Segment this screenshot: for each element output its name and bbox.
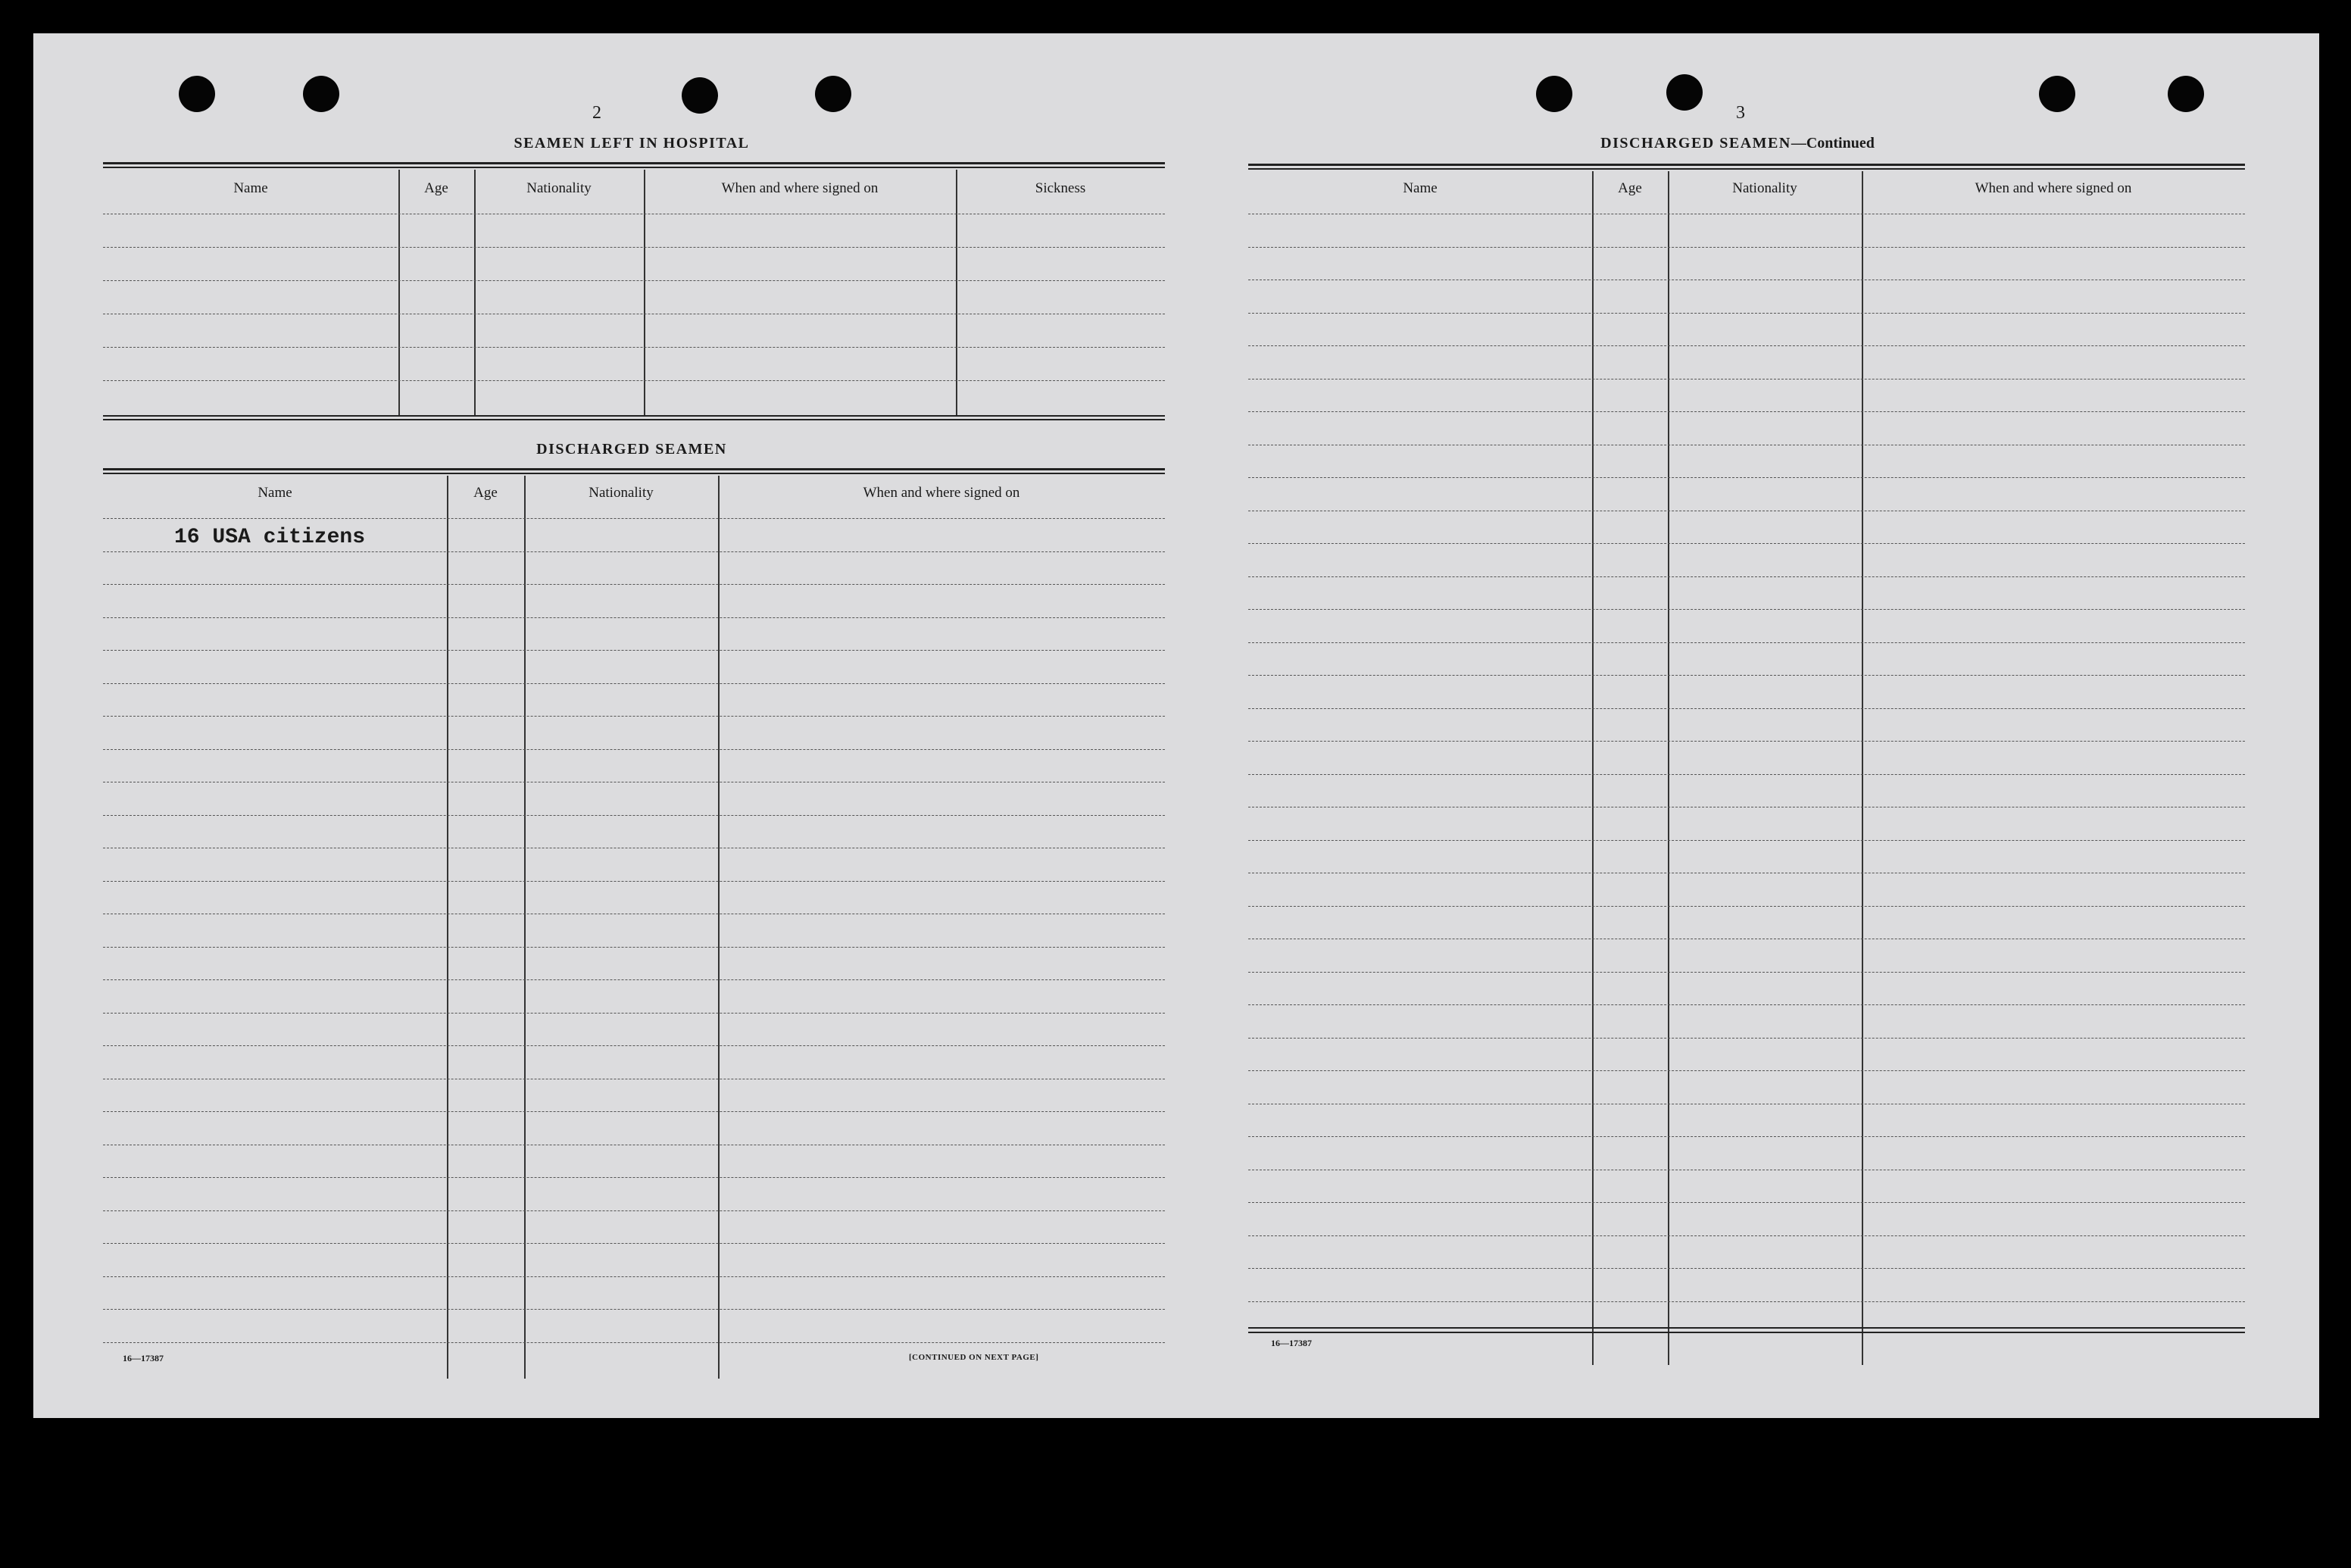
table-bottom-rule <box>1248 1327 2245 1329</box>
table-row <box>103 947 1165 948</box>
table-row <box>103 1342 1165 1343</box>
table-row <box>1248 543 2245 544</box>
punch-hole <box>815 76 851 112</box>
table-row <box>1248 774 2245 775</box>
punch-hole <box>1666 74 1703 111</box>
table-row <box>103 584 1165 585</box>
column-header-signed-on: When and where signed on <box>1975 180 2132 196</box>
table-row <box>103 380 1165 381</box>
hospital-section-title: SEAMEN LEFT IN HOSPITAL <box>514 135 750 151</box>
column-divider <box>1592 171 1594 1365</box>
table-row <box>103 749 1165 750</box>
punch-hole <box>179 76 215 112</box>
table-row <box>103 1243 1165 1244</box>
table-row <box>103 247 1165 248</box>
table-row <box>1248 609 2245 610</box>
table-row <box>1248 1004 2245 1005</box>
table-top-rule <box>103 162 1165 164</box>
right-page-title <box>1510 135 1965 152</box>
punch-hole <box>1536 76 1572 112</box>
table-row <box>103 650 1165 651</box>
table-row <box>1248 345 2245 346</box>
table-row <box>103 979 1165 980</box>
table-row <box>1248 906 2245 907</box>
column-header-nationality: Nationality <box>526 180 592 196</box>
column-header-name: Name <box>1403 180 1438 196</box>
form-number: 16—17387 <box>123 1353 164 1363</box>
column-header-name: Name <box>233 180 268 196</box>
table-row <box>1248 379 2245 380</box>
table-bottom-rule <box>103 419 1165 420</box>
page-number: 2 <box>592 103 601 123</box>
typed-entry: 16 USA citizens <box>174 526 366 549</box>
table-row <box>1248 642 2245 643</box>
column-header-age: Age <box>424 180 448 196</box>
discharged-section-title: DISCHARGED SEAMEN <box>536 441 727 458</box>
table-row <box>103 551 1165 552</box>
table-row <box>103 683 1165 684</box>
punch-hole <box>2168 76 2204 112</box>
table-row <box>103 280 1165 281</box>
table-top-rule <box>1248 164 2245 166</box>
punch-hole <box>303 76 339 112</box>
table-row <box>1248 741 2245 742</box>
table-row <box>103 881 1165 882</box>
table-row <box>103 716 1165 717</box>
table-row <box>1248 313 2245 314</box>
table-row <box>103 1177 1165 1178</box>
column-header-age: Age <box>1618 180 1642 196</box>
table-row <box>1248 1301 2245 1302</box>
table-top-rule <box>1248 168 2245 170</box>
continued-note: [CONTINUED ON NEXT PAGE] <box>909 1353 1039 1362</box>
column-header-nationality: Nationality <box>589 485 654 501</box>
table-row <box>103 1276 1165 1277</box>
table-bottom-rule <box>1248 1332 2245 1333</box>
table-row <box>1248 576 2245 577</box>
table-row <box>1248 477 2245 478</box>
table-row <box>1248 972 2245 973</box>
table-row <box>1248 675 2245 676</box>
form-number: 16—17387 <box>1271 1338 1312 1348</box>
table-row <box>1248 1136 2245 1137</box>
table-row <box>1248 1038 2245 1039</box>
table-bottom-rule <box>103 415 1165 417</box>
column-divider <box>1862 171 1863 1365</box>
table-row <box>1248 1235 2245 1236</box>
page-number: 3 <box>1736 103 1745 123</box>
table-row <box>103 1210 1165 1211</box>
table-row <box>1248 1070 2245 1071</box>
column-divider <box>1668 171 1669 1365</box>
table-row <box>103 1309 1165 1310</box>
column-header-name: Name <box>258 485 292 501</box>
column-header-signed-on: When and where signed on <box>721 180 879 196</box>
table-row <box>1248 840 2245 841</box>
table-top-rule <box>103 473 1165 474</box>
table-row <box>1248 708 2245 709</box>
column-header-nationality: Nationality <box>1732 180 1797 196</box>
table-row <box>103 815 1165 816</box>
right-title-suffix: —Continued <box>1791 135 1875 151</box>
punch-hole <box>682 77 718 114</box>
column-header-sickness: Sickness <box>1035 180 1086 196</box>
table-row <box>1248 411 2245 412</box>
table-top-rule <box>103 167 1165 168</box>
punch-hole <box>2039 76 2075 112</box>
column-header-age: Age <box>473 485 498 501</box>
table-row <box>103 1013 1165 1014</box>
table-row <box>1248 247 2245 248</box>
table-row <box>103 347 1165 348</box>
document-sheet <box>33 33 2319 1418</box>
table-row <box>1248 1202 2245 1203</box>
table-row <box>103 518 1165 519</box>
right-title-main: DISCHARGED SEAMEN <box>1600 135 1791 151</box>
column-header-signed-on: When and where signed on <box>863 485 1020 501</box>
table-top-rule <box>103 468 1165 470</box>
table-row <box>103 617 1165 618</box>
table-row <box>103 1111 1165 1112</box>
table-row <box>1248 1268 2245 1269</box>
table-row <box>103 1045 1165 1046</box>
